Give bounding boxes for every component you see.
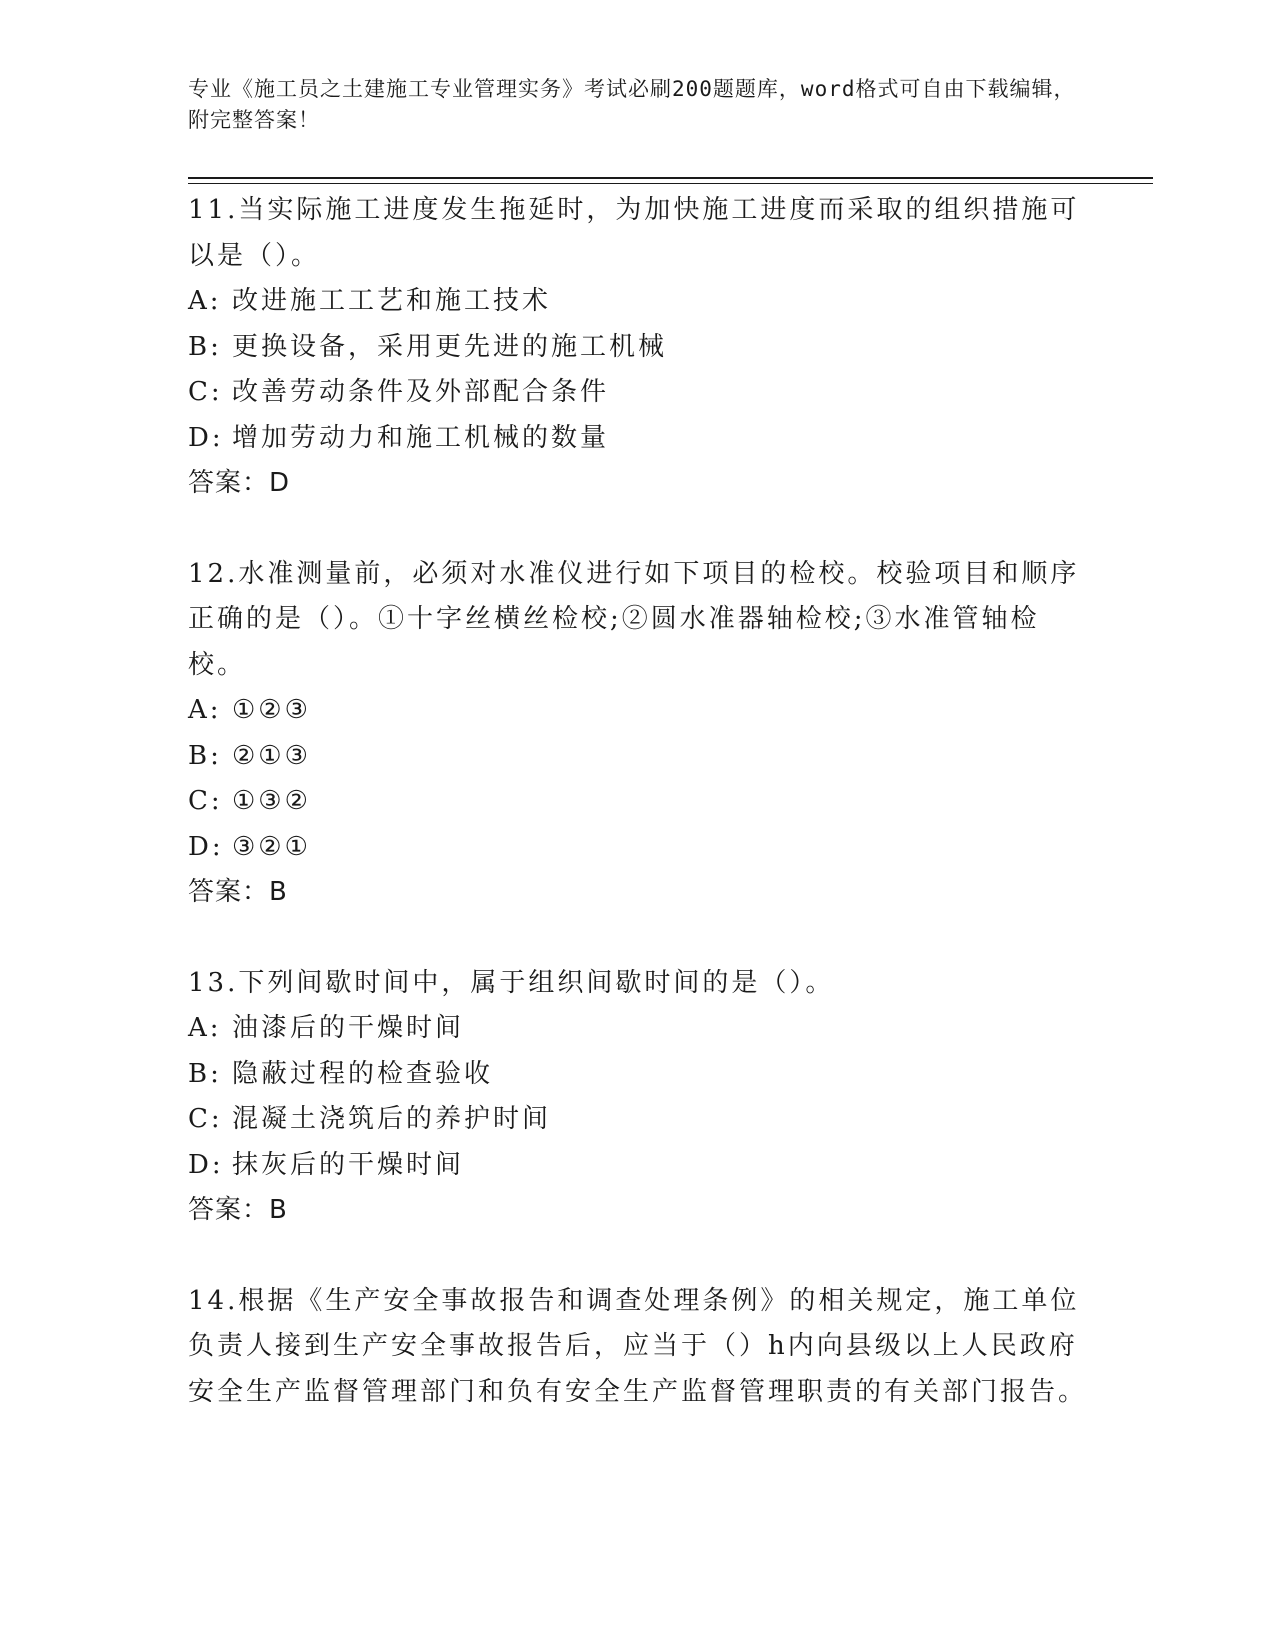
- option-text: ②①③: [232, 740, 311, 771]
- option-letter: C:: [188, 786, 223, 816]
- option-d: [188, 416, 1088, 462]
- question-stem: 11.当实际施工进度发生拖延时，为加快施工进度而采取的组织措施可以是（）。: [188, 195, 1080, 271]
- answer-line: 答案：D: [188, 468, 291, 498]
- option-text: 改善劳动条件及外部配合条件: [232, 377, 610, 407]
- option-letter: D:: [188, 831, 224, 862]
- option-text: 抹灰后的干燥时间: [232, 1149, 465, 1180]
- option-text: 混凝土浇筑后的养护时间: [232, 1104, 552, 1134]
- option-text: 增加劳动力和施工机械的数量: [232, 422, 610, 453]
- option-letter: D:: [188, 1149, 224, 1180]
- option-letter: C:: [188, 1104, 223, 1134]
- question-12: [188, 552, 1088, 916]
- option-text: ③②①: [232, 831, 311, 862]
- option-b: [188, 734, 1088, 780]
- header-divider-thick: [188, 177, 1153, 179]
- option-c: [188, 370, 1088, 416]
- question-list: [188, 188, 1088, 1415]
- question-11: [188, 188, 1088, 507]
- option-a: [188, 279, 1088, 325]
- option-text: 油漆后的干燥时间: [232, 1013, 465, 1043]
- option-d: [188, 1143, 1088, 1189]
- option-letter: A:: [188, 1013, 222, 1043]
- option-letter: B:: [188, 331, 222, 362]
- option-b: [188, 325, 1088, 371]
- answer-line: 答案：B: [188, 877, 288, 907]
- document-header: 专业《施工员之土建施工专业管理实务》考试必刷200题题库，word格式可自由下载编辑，附完整答案！: [188, 77, 1076, 132]
- option-letter: A:: [188, 286, 222, 316]
- option-c: [188, 779, 1088, 825]
- option-text: 隐蔽过程的检查验收: [232, 1058, 494, 1089]
- question-stem: 13.下列间歇时间中，属于组织间歇时间的是（）。: [188, 967, 835, 998]
- question-14: [188, 1279, 1088, 1416]
- option-text: 改进施工工艺和施工技术: [232, 286, 552, 316]
- option-letter: B:: [188, 740, 222, 771]
- option-letter: C:: [188, 377, 223, 407]
- question-13: [188, 961, 1088, 1234]
- option-c: [188, 1097, 1088, 1143]
- option-b: [188, 1052, 1088, 1098]
- option-letter: A:: [188, 695, 222, 725]
- header-divider-thin: [188, 183, 1153, 184]
- option-letter: D:: [188, 422, 224, 453]
- option-d: [188, 825, 1088, 871]
- option-a: [188, 688, 1088, 734]
- question-stem: 14.根据《生产安全事故报告和调查处理条例》的相关规定，施工单位负责人接到生产安全事故报告后，应当于（）h内向县级以上人民政府安全生产监督管理部门和负有安全生产监督管理职责的有关部门报告。: [188, 1285, 1088, 1407]
- question-stem: 12.水准测量前，必须对水准仪进行如下项目的检校。校验项目和顺序正确的是（）。①十字丝横丝检校;②圆水准器轴检校;③水准管轴检校。: [188, 558, 1080, 680]
- answer-line: 答案：B: [188, 1195, 288, 1225]
- option-text: ①③②: [232, 786, 311, 816]
- option-letter: B:: [188, 1058, 222, 1089]
- option-a: [188, 1006, 1088, 1052]
- option-text: 更换设备，采用更先进的施工机械: [232, 331, 668, 362]
- option-text: ①②③: [232, 695, 311, 725]
